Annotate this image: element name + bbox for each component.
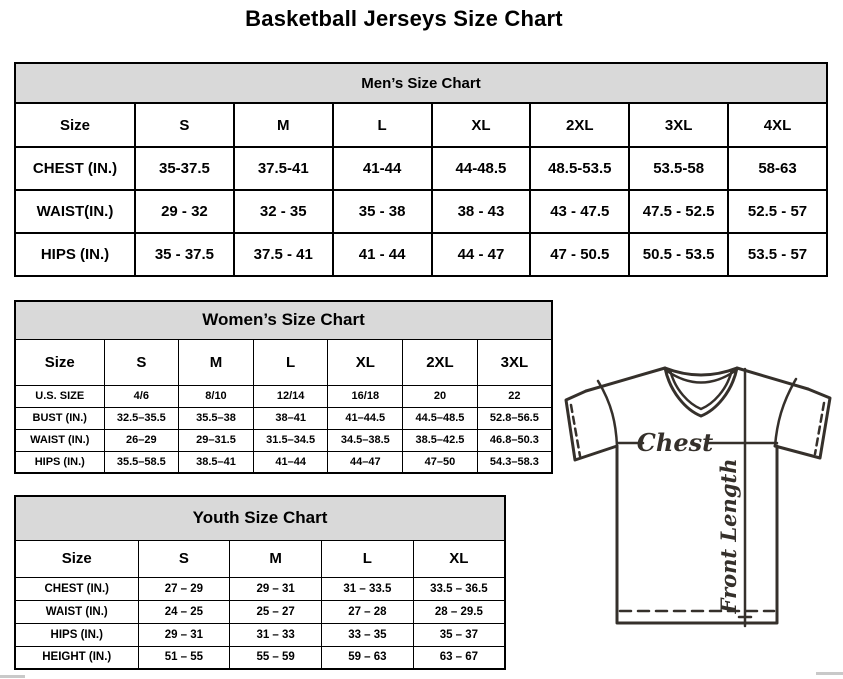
table-cell: 37.5 - 41 [234,233,333,276]
table-row [15,233,827,276]
table-cell: 53.5 - 57 [728,233,827,276]
table-cell: 52.5 - 57 [728,190,827,233]
bottom-right-edge-fragment [816,672,843,675]
table-cell: 28 – 29.5 [413,600,505,623]
row-label: HEIGHT (IN.) [15,646,138,669]
table-row [15,451,552,473]
table-cell: 44.5–48.5 [403,407,478,429]
bottom-left-edge-fragment [0,675,25,678]
col-header: S [104,339,179,385]
table-cell: 44-48.5 [432,147,531,190]
table-cell: 50.5 - 53.5 [629,233,728,276]
table-cell: 44–47 [328,451,403,473]
table-cell: 35 - 38 [333,190,432,233]
table-cell: 31.5–34.5 [253,429,328,451]
row-label: WAIST(IN.) [15,190,135,233]
youth-size-table [14,495,506,670]
row-label: U.S. SIZE [15,385,104,407]
jersey-diagram-svg [558,360,836,670]
table-row [15,407,552,429]
table-cell: 34.5–38.5 [328,429,403,451]
col-header: 2XL [530,103,629,147]
table-cell: 54.3–58.3 [477,451,552,473]
table-cell: 47–50 [403,451,478,473]
table-cell: 35 – 37 [413,623,505,646]
col-header: S [135,103,234,147]
col-header: L [333,103,432,147]
table-cell: 59 – 63 [322,646,414,669]
mens-size-table [14,62,828,277]
table-row [15,147,827,190]
table-cell: 29 - 32 [135,190,234,233]
table-cell: 58-63 [728,147,827,190]
table-cell: 38.5–42.5 [403,429,478,451]
table-cell: 41 - 44 [333,233,432,276]
jersey-measurement-diagram [558,360,836,670]
jersey-outline [586,368,808,391]
table-cell: 35 - 37.5 [135,233,234,276]
row-label: CHEST (IN.) [15,147,135,190]
col-header: XL [328,339,403,385]
col-header: Size [15,339,104,385]
table-header-row [15,540,505,577]
table-cell: 48.5-53.5 [530,147,629,190]
table-cell: 41–44 [253,451,328,473]
table-header-row [15,339,552,385]
table-cell: 32.5–35.5 [104,407,179,429]
table-row [15,577,505,600]
table-cell: 44 - 47 [432,233,531,276]
table-cell: 29 – 31 [230,577,322,600]
row-label: WAIST (IN.) [15,600,138,623]
table-cell: 27 – 29 [138,577,230,600]
table-cell: 8/10 [179,385,254,407]
table-cell: 38.5–41 [179,451,254,473]
table-cell: 29–31.5 [179,429,254,451]
table-cell: 37.5-41 [234,147,333,190]
col-header: L [253,339,328,385]
col-header: 2XL [403,339,478,385]
col-header: S [138,540,230,577]
table-cell: 53.5-58 [629,147,728,190]
table-cell: 63 – 67 [413,646,505,669]
col-header: M [234,103,333,147]
table-cell: 33 – 35 [322,623,414,646]
table-row [15,190,827,233]
table-cell: 26–29 [104,429,179,451]
col-header: 4XL [728,103,827,147]
table-row [15,623,505,646]
table-cell: 52.8–56.5 [477,407,552,429]
table-cell: 12/14 [253,385,328,407]
col-header: Size [15,540,138,577]
row-label: BUST (IN.) [15,407,104,429]
table-cell: 43 - 47.5 [530,190,629,233]
table-cell: 20 [403,385,478,407]
col-header: M [179,339,254,385]
row-label: CHEST (IN.) [15,577,138,600]
table-cell: 38 - 43 [432,190,531,233]
row-label: HIPS (IN.) [15,451,104,473]
table-row [15,600,505,623]
col-header: Size [15,103,135,147]
table-cell: 46.8–50.3 [477,429,552,451]
row-label: WAIST (IN.) [15,429,104,451]
mens-table-title: Men’s Size Chart [15,63,827,103]
table-cell: 35.5–58.5 [104,451,179,473]
table-cell: 32 - 35 [234,190,333,233]
womens-table-title: Women’s Size Chart [15,301,552,339]
chest-label: Chest [636,428,714,457]
row-label: HIPS (IN.) [15,233,135,276]
table-cell: 31 – 33.5 [322,577,414,600]
table-row [15,385,552,407]
col-header: XL [432,103,531,147]
womens-size-table [14,300,553,474]
table-cell: 24 – 25 [138,600,230,623]
table-cell: 25 – 27 [230,600,322,623]
youth-table-title: Youth Size Chart [15,496,505,540]
table-cell: 29 – 31 [138,623,230,646]
table-cell: 22 [477,385,552,407]
page-title: Basketball Jerseys Size Chart [245,6,563,31]
table-cell: 51 – 55 [138,646,230,669]
table-cell: 41-44 [333,147,432,190]
table-cell: 4/6 [104,385,179,407]
table-row [15,429,552,451]
table-cell: 33.5 – 36.5 [413,577,505,600]
table-cell: 47.5 - 52.5 [629,190,728,233]
front-length-label: Front Length [716,458,741,614]
table-cell: 31 – 33 [230,623,322,646]
table-cell: 38–41 [253,407,328,429]
col-header: 3XL [477,339,552,385]
table-cell: 55 – 59 [230,646,322,669]
jersey-body [617,446,777,623]
table-cell: 41–44.5 [328,407,403,429]
col-header: M [230,540,322,577]
table-cell: 27 – 28 [322,600,414,623]
table-cell: 35-37.5 [135,147,234,190]
col-header: XL [413,540,505,577]
jersey-right-sleeve [775,389,830,458]
table-row [15,646,505,669]
table-header-row [15,103,827,147]
col-header: L [322,540,414,577]
table-cell: 47 - 50.5 [530,233,629,276]
col-header: 3XL [629,103,728,147]
row-label: HIPS (IN.) [15,623,138,646]
table-cell: 35.5–38 [179,407,254,429]
table-cell: 16/18 [328,385,403,407]
